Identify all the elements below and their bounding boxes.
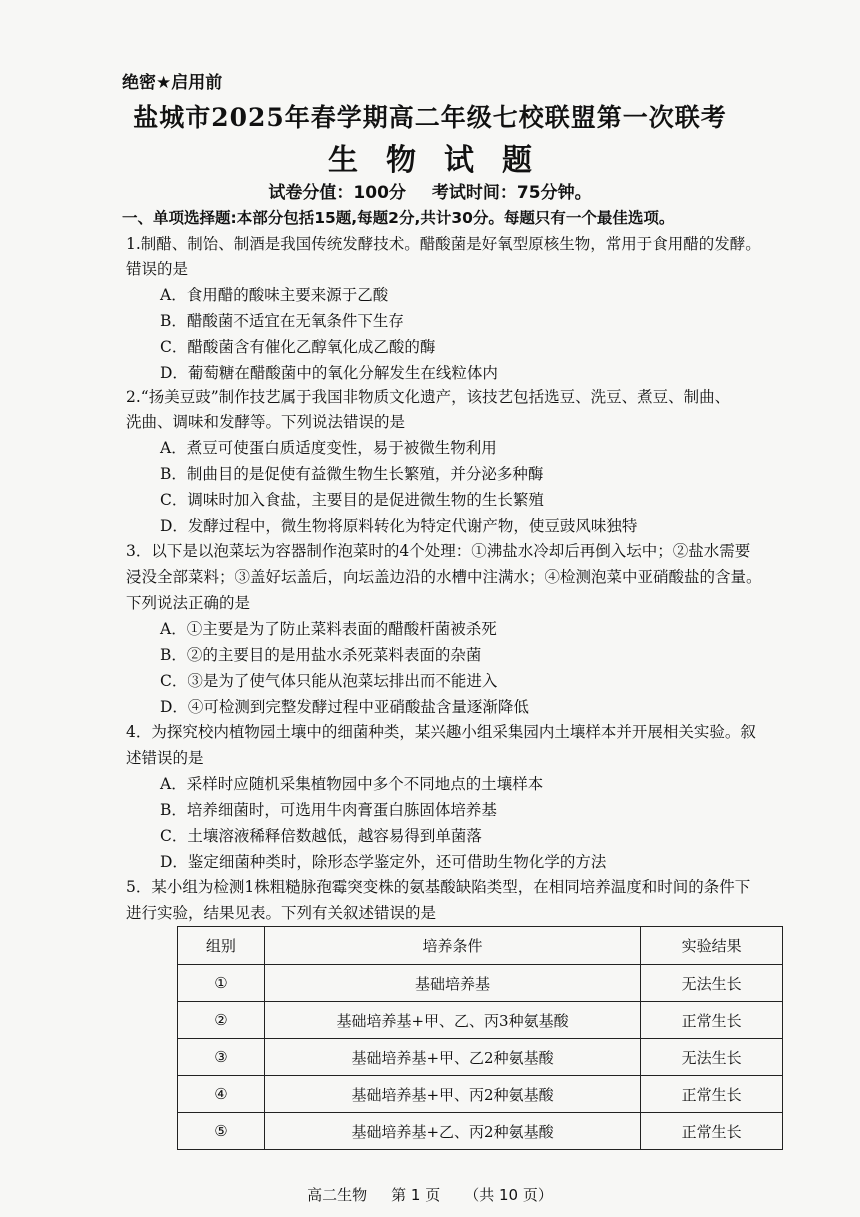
question-stem-line: 进行实验，结果见表。下列有关叙述错误的是 — [126, 904, 437, 922]
table-row — [178, 965, 783, 1002]
option-b: B．醋酸菌不适宜在无氧条件下生存 — [160, 312, 404, 330]
option-b: B．培养细菌时，可选用牛肉膏蛋白胨固体培养基 — [160, 801, 497, 819]
footer-total: （共 10 页） — [464, 1186, 553, 1204]
table-cell: 基础培养基+甲、乙2种氨基酸 — [264, 1039, 640, 1076]
footer-page: 第 1 页 — [391, 1186, 441, 1204]
question-stem-line: 3．以下是以泡菜坛为容器制作泡菜时的4个处理：①沸盐水冷却后再倒入坛中；②盐水需要 — [126, 542, 751, 560]
table-cell: 基础培养基+乙、丙2种氨基酸 — [264, 1113, 640, 1150]
table-cell: ⑤ — [178, 1113, 265, 1150]
time-info: 考试时间：75分钟。 — [431, 183, 592, 203]
question-stem-line: 1.制醋、制饴、制酒是我国传统发酵技术。醋酸菌是好氧型原核生物，常用于食用醋的发酵。 — [126, 235, 761, 253]
option-c: C．土壤溶液稀释倍数越低，越容易得到单菌落 — [160, 827, 482, 845]
table-row — [178, 1076, 783, 1113]
option-c: C．醋酸菌含有催化乙醇氧化成乙酸的酶 — [160, 338, 436, 356]
option-b: B．制曲目的是促使有益微生物生长繁殖，并分泌多种酶 — [160, 465, 544, 483]
table-row — [178, 1039, 783, 1076]
table-cell: 基础培养基+甲、丙2种氨基酸 — [264, 1076, 640, 1113]
question-stem-line: 下列说法正确的是 — [126, 594, 251, 612]
table-header-row — [178, 927, 783, 965]
results-table — [177, 926, 783, 1150]
subject-title — [0, 135, 860, 179]
option-b: B．②的主要目的是用盐水杀死菜料表面的杂菌 — [160, 646, 482, 664]
confidential-mark: 绝密★启用前 — [122, 73, 223, 93]
option-d: D．葡萄糖在醋酸菌中的氧化分解发生在线粒体内 — [160, 364, 498, 382]
option-d: D．发酵过程中，微生物将原料转化为特定代谢产物，使豆豉风味独特 — [160, 517, 638, 535]
question-stem-line: 5．某小组为检测1株粗糙脉孢霉突变株的氨基酸缺陷类型，在相同培养温度和时间的条件下 — [126, 878, 751, 896]
table-cell: 无法生长 — [641, 965, 783, 1002]
table-cell: 正常生长 — [641, 1076, 783, 1113]
option-a: A．①主要是为了防止菜料表面的醋酸杆菌被杀死 — [160, 620, 497, 638]
subject-char: 物 — [386, 143, 416, 178]
section-heading: 一、单项选择题:本部分包括15题,每题2分,共计30分。每题只有一个最佳选项。 — [122, 209, 675, 227]
table-cell: ④ — [178, 1076, 265, 1113]
option-c: C．调味时加入食盐，主要目的是促进微生物的生长繁殖 — [160, 491, 544, 509]
question-stem-line: 错误的是 — [126, 260, 189, 278]
table-cell: 基础培养基 — [264, 965, 640, 1002]
table-cell: ③ — [178, 1039, 265, 1076]
option-a: A．食用醋的酸味主要来源于乙酸 — [160, 286, 389, 304]
table-cell: 正常生长 — [641, 1002, 783, 1039]
subject-char: 生 — [328, 143, 358, 178]
footer-subject: 高二生物 — [307, 1186, 368, 1204]
table-header-cell: 实验结果 — [641, 927, 783, 965]
exam-info — [0, 178, 860, 203]
subject-char: 题 — [502, 143, 532, 178]
option-c: C．③是为了使气体只能从泡菜坛排出而不能进入 — [160, 672, 498, 690]
table-cell: ② — [178, 1002, 265, 1039]
question-stem-line: 述错误的是 — [126, 749, 204, 767]
option-d: D．④可检测到完整发酵过程中亚硝酸盐含量逐渐降低 — [160, 698, 529, 716]
table-cell: 基础培养基+甲、乙、丙3种氨基酸 — [264, 1002, 640, 1039]
table-header-cell: 组别 — [178, 927, 265, 965]
table-row — [178, 1002, 783, 1039]
option-d: D．鉴定细菌种类时，除形态学鉴定外，还可借助生物化学的方法 — [160, 853, 607, 871]
option-a: A．采样时应随机采集植物园中多个不同地点的土壤样本 — [160, 775, 544, 793]
question-stem-line: 2.“扬美豆豉”制作技艺属于我国非物质文化遗产，该技艺包括选豆、洗豆、煮豆、制曲、 — [126, 388, 731, 406]
question-stem-line: 4．为探究校内植物园土壤中的细菌种类，某兴趣小组采集园内土壤样本并开展相关实验。叙 — [126, 723, 756, 741]
exam-title: 盐城市2025年春学期高二年级七校联盟第一次联考 — [133, 103, 727, 132]
subject-char: 试 — [444, 143, 474, 178]
table-cell: 无法生长 — [641, 1039, 783, 1076]
table-header-cell: 培养条件 — [264, 927, 640, 965]
score-info: 试卷分值：100分 — [268, 183, 406, 203]
table-cell: 正常生长 — [641, 1113, 783, 1150]
page-footer — [0, 1184, 860, 1205]
question-stem-line: 浸没全部菜料；③盖好坛盖后，向坛盖边沿的水槽中注满水；④检测泡菜中亚硝酸盐的含量。 — [126, 568, 762, 586]
table-cell: ① — [178, 965, 265, 1002]
question-stem-line: 洗曲、调味和发酵等。下列说法错误的是 — [126, 413, 406, 431]
option-a: A．煮豆可使蛋白质适度变性，易于被微生物利用 — [160, 439, 497, 457]
table-row — [178, 1113, 783, 1150]
